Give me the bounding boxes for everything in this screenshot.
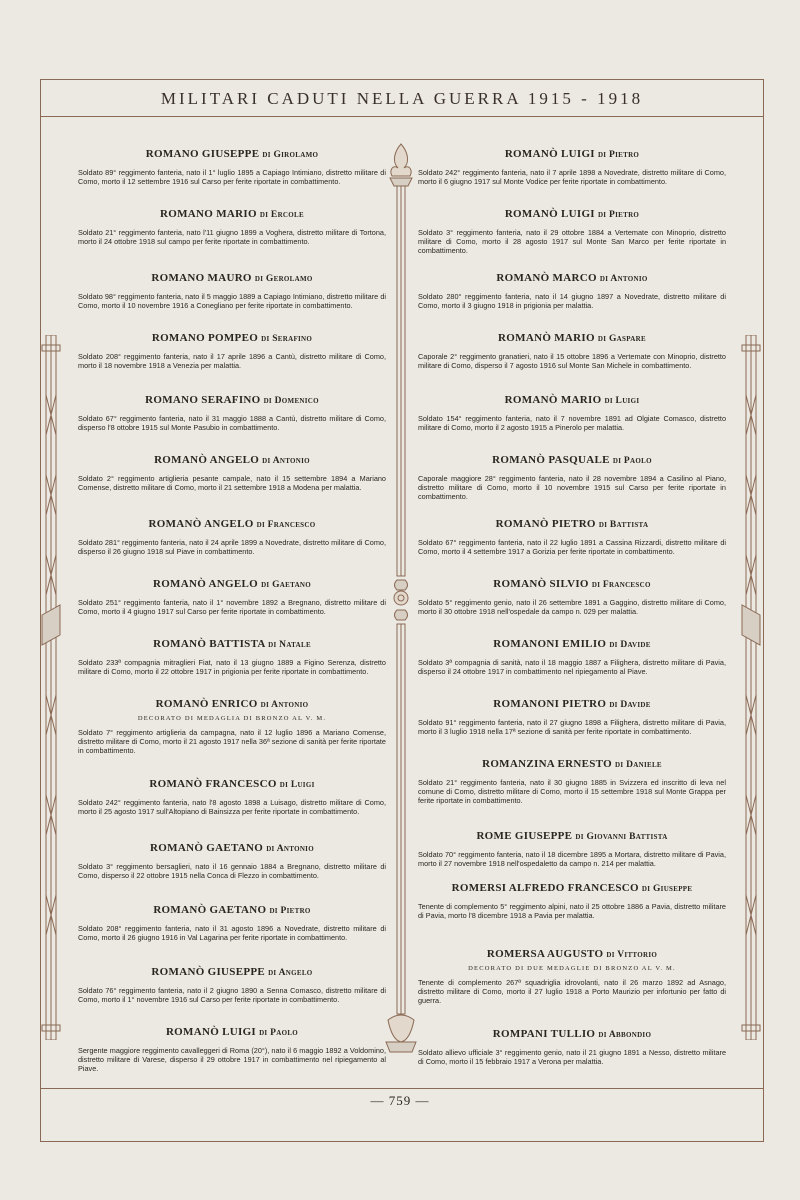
soldier-entry [418, 148, 726, 186]
soldier-entry [78, 698, 386, 755]
soldier-entry [418, 578, 726, 616]
soldier-name: ROMANÒ LUIGI [504, 208, 595, 220]
soldier-parent: di Gerolamo [254, 274, 313, 284]
soldier-name: ROMANÒ GAETANO [150, 842, 264, 854]
soldier-name: ROME GIUSEPPE [476, 830, 573, 842]
soldier-name: ROMANÒ ANGELO [152, 578, 258, 590]
service-record-text: Soldato 242° reggimento fanteria, nato l'8 agosto 1898 a Luisago, distretto militare di Como, morto il 25 agosto 1917 sull'Altopiano di Bainsizza per ferite riportate in combattimento. [78, 798, 386, 816]
soldier-entry [418, 454, 726, 501]
soldier-parent: di Angelo [268, 968, 313, 978]
service-record-text: Soldato 154° reggimento fanteria, nato il 7 novembre 1891 ad Olgiate Comasco, distretto militare di Como, morto il 2 agosto 1915 a Pinerolo per malattia. [418, 414, 726, 432]
service-record-text: Soldato 3ª compagnia di sanità, nato il 18 maggio 1887 a Filighera, distretto militare di Pavia, disperso il 24 ottobre 1917 in combattimento nel ripiegamento al Piave. [418, 658, 726, 676]
soldier-parent: di Gaetano [261, 580, 312, 590]
soldier-name: ROMPANI TULLIO [492, 1028, 596, 1040]
soldier-entry [78, 966, 386, 1004]
soldier-name: ROMANÒ BATTISTA [153, 638, 266, 650]
soldier-parent: di Paolo [612, 456, 652, 466]
soldier-parent: di Luigi [604, 396, 640, 406]
soldier-entry [78, 208, 386, 246]
soldier-name-heading [78, 698, 386, 710]
soldier-name: ROMANÒ ENRICO [155, 698, 258, 710]
soldier-parent: di Ercole [259, 210, 304, 220]
soldier-name: ROMANÒ GAETANO [153, 904, 267, 916]
service-record-text: Soldato 2° reggimento artiglieria pesante campale, nato il 15 settembre 1894 a Mariano Comense, distretto militare di Como, morto il 21 settembre 1918 a Modena per malattia. [78, 474, 386, 492]
left-fasces-ornament [40, 335, 62, 1040]
soldier-name: ROMANÒ GIUSEPPE [151, 966, 266, 978]
soldier-parent: di Davide [609, 640, 651, 650]
soldier-name-heading [78, 148, 386, 160]
soldier-name: ROMANO POMPEO [151, 332, 259, 344]
soldier-entry [418, 758, 726, 805]
service-record-text: Soldato 5° reggimento genio, nato il 26 settembre 1891 a Gaggino, distretto militare di Como, morto il 30 ottobre 1918 nell'ospedale da campo n. 029 per malattia. [418, 598, 726, 616]
soldier-entry [78, 578, 386, 616]
soldier-parent: di Pietro [597, 210, 640, 220]
decoration-note: DECORATO DI MEDAGLIA DI BRONZO AL V. M. [137, 715, 327, 722]
soldier-name: ROMANÒ LUIGI [504, 148, 595, 160]
soldier-parent: di Girolamo [262, 150, 319, 160]
soldier-name: ROMANÒ SILVIO [493, 578, 589, 590]
center-torch-ornament [384, 140, 418, 1090]
service-record-text: Soldato 233ª compagnia mitraglieri Fiat, nato il 13 giugno 1889 a Figino Serenza, distretto militare di Como, morto il 22 ottobre 1917 in prigionia per ferite riportate in combattimento. [78, 658, 386, 676]
soldier-name-heading [418, 948, 726, 960]
soldier-name-heading [418, 148, 726, 160]
service-record-text: Soldato 76° reggimento fanteria, nato il 2 giugno 1890 a Senna Comasco, distretto militare di Como, morto il 1° novembre 1916 sul Carso per ferite riportate in combattimento. [78, 986, 386, 1004]
soldier-parent: di Pietro [597, 150, 640, 160]
service-record-text: Soldato 280° reggimento fanteria, nato il 14 giugno 1897 a Novedrate, distretto militare di Como, morto il 3 giugno 1918 in prigionia per malattia. [418, 292, 726, 310]
soldier-parent: di Luigi [279, 780, 315, 790]
soldier-entry [78, 332, 386, 370]
soldier-name-heading [418, 394, 726, 406]
soldier-entry [78, 148, 386, 186]
soldier-entry [418, 698, 726, 736]
soldier-name-heading [78, 394, 386, 406]
soldier-parent: di Serafino [261, 334, 313, 344]
soldier-entry [418, 518, 726, 556]
service-record-text: Soldato 67° reggimento fanteria, nato il 22 luglio 1891 a Cassina Rizzardi, distretto militare di Como, morto il 4 settembre 1917 a Gorizia per ferite riportate in combattimento. [418, 538, 726, 556]
soldier-parent: di Francesco [591, 580, 651, 590]
soldier-name: ROMANÒ PASQUALE [492, 454, 610, 466]
soldier-entry [418, 394, 726, 432]
soldier-name-heading [78, 904, 386, 916]
soldier-parent: di Abbondio [598, 1030, 652, 1040]
soldier-name-heading [78, 454, 386, 466]
soldier-name-heading [78, 638, 386, 650]
soldier-parent: di Battista [598, 520, 649, 530]
soldier-name-heading [418, 454, 726, 466]
soldier-entry [78, 454, 386, 492]
service-record-text: Caporale 2° reggimento granatieri, nato il 15 ottobre 1896 a Vertemate con Minoprio, distretto militare di Como, disperso il 7 agosto 1916 sul Monte San Michele in combattimento. [418, 352, 726, 370]
service-record-text: Soldato 21° reggimento fanteria, nato il 30 giugno 1885 in Svizzera ed inscritto di leva nel comune di Como, distretto militare di Como, morto il 15 settembre 1918 sul Monte Grappa per ferite riportate in combattimento. [418, 778, 726, 805]
soldier-name-heading [418, 698, 726, 710]
service-record-text: Soldato 3° reggimento fanteria, nato il 29 ottobre 1884 a Vertemate con Minoprio, distretto militare di Como, morto il 28 agosto 1917 sul Monte San Marco per ferite riportate in combattimento. [418, 228, 726, 255]
soldier-entry [78, 842, 386, 880]
soldier-entry [418, 948, 726, 1005]
soldier-name-heading [78, 518, 386, 530]
soldier-name-heading [418, 518, 726, 530]
soldier-name-heading [418, 758, 726, 770]
page-footer-rule [40, 1088, 764, 1090]
service-record-text: Soldato 98° reggimento fanteria, nato il 5 maggio 1889 a Capiago Intimiano, distretto militare di Como, morto il 10 novembre 1916 a Conegliano per ferite riportate in combattimento. [78, 292, 386, 310]
soldier-entry [418, 830, 726, 868]
soldier-name: ROMERSA AUGUSTO [486, 948, 604, 960]
soldier-parent: di Gaspare [597, 334, 646, 344]
soldier-name: ROMANONI EMILIO [493, 638, 607, 650]
service-record-text: Soldato 208° reggimento fanteria, nato il 31 agosto 1896 a Novedrate, distretto militare di Como, morto il 26 giugno 1916 in Val Lagarina per ferite riportate in combattimento. [78, 924, 386, 942]
soldier-name: ROMANÒ LUIGI [165, 1026, 257, 1038]
page-header [40, 79, 764, 117]
service-record-text: Soldato 251° reggimento fanteria, nato il 1° novembre 1892 a Bregnano, distretto militare di Como, morto il 4 giugno 1917 sul Carso per ferite riportate in combattimento. [78, 598, 386, 616]
soldier-name: ROMANO SERAFINO [145, 394, 261, 406]
service-record-text: Soldato 208° reggimento fanteria, nato il 17 aprile 1896 a Cantù, distretto militare di Como, morto il 18 novembre 1918 a Venezia per malattia. [78, 352, 386, 370]
page-title: MILITARI CADUTI NELLA GUERRA 1915 - 1918 [160, 89, 644, 108]
soldier-name: ROMANO MAURO [151, 272, 252, 284]
soldier-name-heading [78, 842, 386, 854]
soldier-parent: di Davide [609, 700, 651, 710]
soldier-entry [418, 208, 726, 255]
soldier-name-heading [78, 578, 386, 590]
soldier-parent: di Francesco [256, 520, 316, 530]
soldier-parent: di Domenico [263, 396, 319, 406]
soldier-parent: di Paolo [259, 1028, 299, 1038]
soldier-parent: di Daniele [615, 760, 662, 770]
service-record-text: Soldato 70° reggimento fanteria, nato il 18 dicembre 1895 a Mortara, distretto militare di Pavia, morto il 27 novembre 1918 nell'ospedaletto da campo n. 214 per malattia. [418, 850, 726, 868]
service-record-text: Soldato 91° reggimento fanteria, nato il 27 giugno 1898 a Filighera, distretto militare di Pavia, morto il 3 luglio 1918 nella 17ª sezione di sanità per ferite riportate in combattimento. [418, 718, 726, 736]
soldier-name-heading [418, 638, 726, 650]
soldier-parent: di Giovanni Battista [575, 832, 668, 842]
service-record-text: Soldato 281° reggimento fanteria, nato il 24 aprile 1899 a Novedrate, distretto militare di Como, disperso il 26 giugno 1918 sul Piave in combattimento. [78, 538, 386, 556]
soldier-entry [418, 272, 726, 310]
soldier-name: ROMANÒ PIETRO [495, 518, 596, 530]
soldier-entry [78, 904, 386, 942]
soldier-parent: di Pietro [269, 906, 311, 916]
soldier-name-heading [418, 578, 726, 590]
soldier-parent: di Natale [268, 640, 311, 650]
page-number: — 759 — [370, 1093, 430, 1108]
soldier-parent: di Antonio [599, 274, 648, 284]
soldier-name-heading [78, 332, 386, 344]
soldier-entry [418, 882, 726, 920]
service-record-text: Soldato 3° reggimento bersaglieri, nato il 16 gennaio 1884 a Bregnano, distretto militare di Como, disperso il 22 ottobre 1915 nella Conca di Flezzo in combattimento. [78, 862, 386, 880]
soldier-name-heading [78, 966, 386, 978]
soldier-name: ROMANÒ MARCO [496, 272, 597, 284]
service-record-text: Soldato 21° reggimento fanteria, nato l'11 giugno 1899 a Voghera, distretto militare di Tortona, morto il 24 ottobre 1918 sul campo per ferite riportate in combattimento. [78, 228, 386, 246]
service-record-text: Sergente maggiore reggimento cavalleggeri di Roma (20°), nato il 6 maggio 1892 a Voldomino, distretto militare di Varese, disperso il 29 ottobre 1917 in combattimento nel ripiegamento al Piave. [78, 1046, 386, 1073]
soldier-parent: di Antonio [260, 700, 309, 710]
soldier-name: ROMANÒ ANGELO [148, 518, 254, 530]
soldier-name-heading [418, 830, 726, 842]
service-record-text: Caporale maggiore 28° reggimento fanteria, nato il 28 novembre 1894 a Casilino al Piano, distretto militare di Como, morto il 10 novembre 1915 sul Carso per ferite riportate in combattimento. [418, 474, 726, 501]
soldier-name: ROMANÒ MARIO [498, 332, 595, 344]
soldier-parent: di Giuseppe [641, 884, 693, 894]
soldier-entry [78, 638, 386, 676]
service-record-text: Tenente di complemento 5° reggimento alpini, nato il 25 ottobre 1886 a Pavia, distretto militare di Pavia, morto l'8 dicembre 1918 a Pavia per malattia. [418, 902, 726, 920]
soldier-name: ROMERSI ALFREDO FRANCESCO [451, 882, 639, 894]
soldier-name: ROMANÒ ANGELO [154, 454, 260, 466]
service-record-text: Soldato allievo ufficiale 3° reggimento genio, nato il 21 giugno 1891 a Nesso, distretto militare di Como, morto il 15 febbraio 1917 a Verona per malattia. [418, 1048, 726, 1066]
soldier-entry [418, 1028, 726, 1066]
service-record-text: Tenente di complemento 267ª squadriglia idrovolanti, nato il 26 marzo 1892 ad Asnago, distretto militare di Como, morto il 27 luglio 1918 a Porto Maurizio per infortunio per fatto di guerra. [418, 978, 726, 1005]
soldier-entry [418, 638, 726, 676]
soldier-name-heading [78, 208, 386, 220]
soldier-entry [78, 1026, 386, 1073]
soldier-name-heading [418, 208, 726, 220]
soldier-name-heading [418, 882, 726, 894]
soldier-parent: di Vittorio [606, 950, 658, 960]
soldier-entry [78, 518, 386, 556]
soldier-parent: di Antonio [266, 844, 314, 854]
soldier-name-heading [418, 332, 726, 344]
soldier-name: ROMANO MARIO [160, 208, 257, 220]
soldier-name-heading [78, 1026, 386, 1038]
soldier-name: ROMANÒ MARIO [504, 394, 602, 406]
soldier-name: ROMANÒ FRANCESCO [149, 778, 277, 790]
soldier-parent: di Antonio [262, 456, 310, 466]
soldier-entry [418, 332, 726, 370]
soldier-name-heading [78, 778, 386, 790]
decoration-note: DECORATO DI DUE MEDAGLIE DI BRONZO AL V. M. [468, 965, 676, 972]
service-record-text: Soldato 7° reggimento artiglieria da campagna, nato il 12 luglio 1896 a Mariano Comense, distretto militare di Como, morto il 21 agosto 1917 nella 36ª sezione di sanità per ferite riportate in combattimento. [78, 728, 386, 755]
soldier-name-heading [78, 272, 386, 284]
soldier-entry [78, 394, 386, 432]
service-record-text: Soldato 242° reggimento fanteria, nato il 7 aprile 1898 a Novedrate, distretto militare di Como, morto il 6 giugno 1917 sul Monte Vodice per ferite riportate in combattimento. [418, 168, 726, 186]
soldier-name: ROMANONI PIETRO [493, 698, 607, 710]
soldier-name: ROMANZINA ERNESTO [482, 758, 612, 770]
soldier-entry [78, 272, 386, 310]
right-fasces-ornament [740, 335, 762, 1040]
soldier-name-heading [418, 272, 726, 284]
service-record-text: Soldato 89° reggimento fanteria, nato il 1° luglio 1895 a Capiago Intimiano, distretto militare di Como, morto il 12 settembre 1916 sul Carso per ferite riportate in combattimento. [78, 168, 386, 186]
service-record-text: Soldato 67° reggimento fanteria, nato il 31 maggio 1888 a Cantù, distretto militare di Como, disperso l'8 ottobre 1915 sul Monte Pasubio in combattimento. [78, 414, 386, 432]
soldier-name-heading [418, 1028, 726, 1040]
soldier-name: ROMANO GIUSEPPE [145, 148, 260, 160]
soldier-entry [78, 778, 386, 816]
